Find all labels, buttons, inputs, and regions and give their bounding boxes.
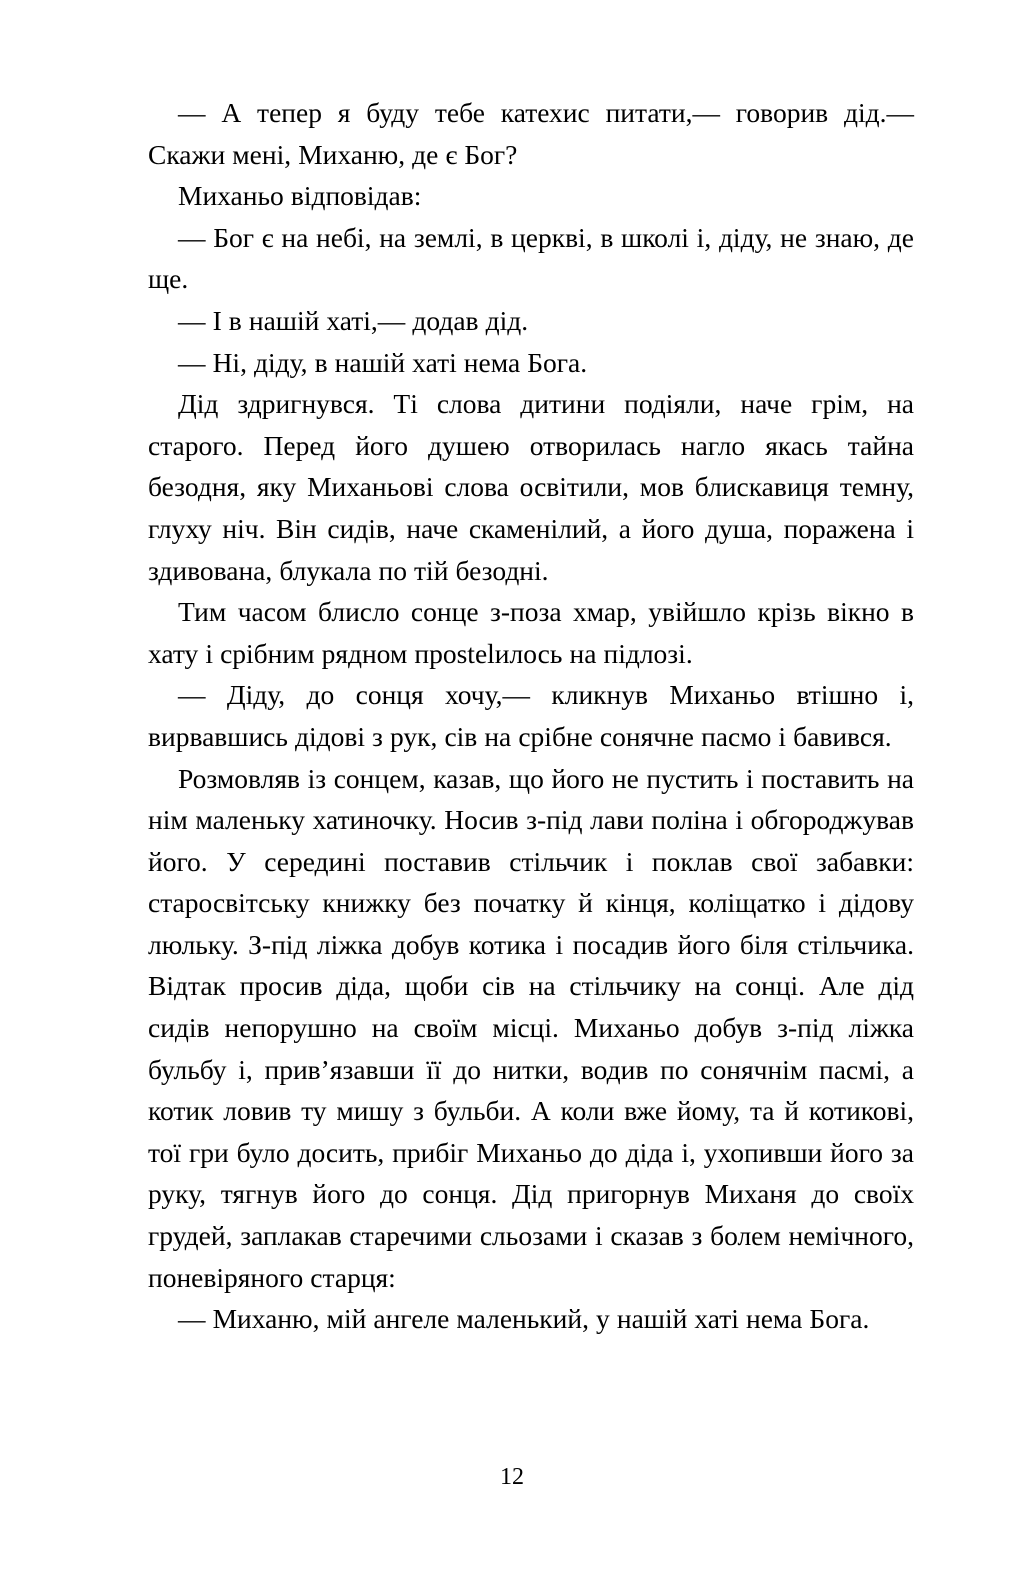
- page-number: 12: [500, 1464, 524, 1490]
- paragraph: — Миханю, мій ангеле маленький, у нашій хаті нема Бога.: [178, 1303, 870, 1335]
- paragraph: — Діду, до сонця хочу,— кликнув Миханьо втішно і, вирвавшись дідові з рук, сів на срібне сонячне пасмо і бавився.: [148, 679, 914, 752]
- paragraph: Розмовляв із сонцем, казав, що його не пустить і поставить на нім маленьку хатиночку. Носив з-під лави поліна і обгороджував його. У середині поставив стільчик і поклав свої забавки: старосвітську книжку без початку й кінця, коліщатко і дідову люльку. З-під ліжка добув котика і посадив його біля стільчика. Відтак просив діда, щоби сів на стільчику на сонці. Але дід сидів непорушно на своїм місці. Миханьо добув з-під ліжка бульбу і, прив’язавши її до нитки, водив по сонячнім пасмі, а котик ловив ту мишу з бульби. А коли вже йому, та й котикові, тої гри було досить, прибіг Миханьо до діда і, ухопивши його за руку, тягнув його до сонця. Дід пригорнув Миханя до своїх грудей, заплакав старечими сльозами і сказав з болем немічного, поневіряного старця:: [148, 762, 914, 1293]
- paragraph: Дід здригнувся. Ті слова дитини подіяли, наче грім, на старого. Перед його душею отворилась нагло якась тайна безодня, яку Миханьові слова освітили, мов блискавиця темну, глуху ніч. Він сидів, наче скаменілий, а його душа, поражена і здивована, блукала по тій безодні.: [148, 388, 914, 586]
- paragraph: — І в нашій хаті,— додав дід.: [178, 304, 529, 336]
- paragraph: Миханьо відповідав:: [178, 180, 422, 212]
- paragraph: — Бог є на небі, на землі, в церкві, в школі і, діду, не знаю, де ще.: [148, 221, 914, 295]
- page-text-block: [148, 92, 914, 1340]
- paragraph: Тим часом блисло сонце з-поза хмар, увійшло крізь вікно в хату і срібним рядном прostelилось на підлозі.: [148, 596, 914, 669]
- paragraph: — Ні, діду, в нашій хаті нема Бога.: [178, 346, 588, 378]
- paragraph: — А тепер я буду тебе катехис питати,— говорив дід.— Скажи мені, Миханю, де є Бог?: [148, 97, 914, 170]
